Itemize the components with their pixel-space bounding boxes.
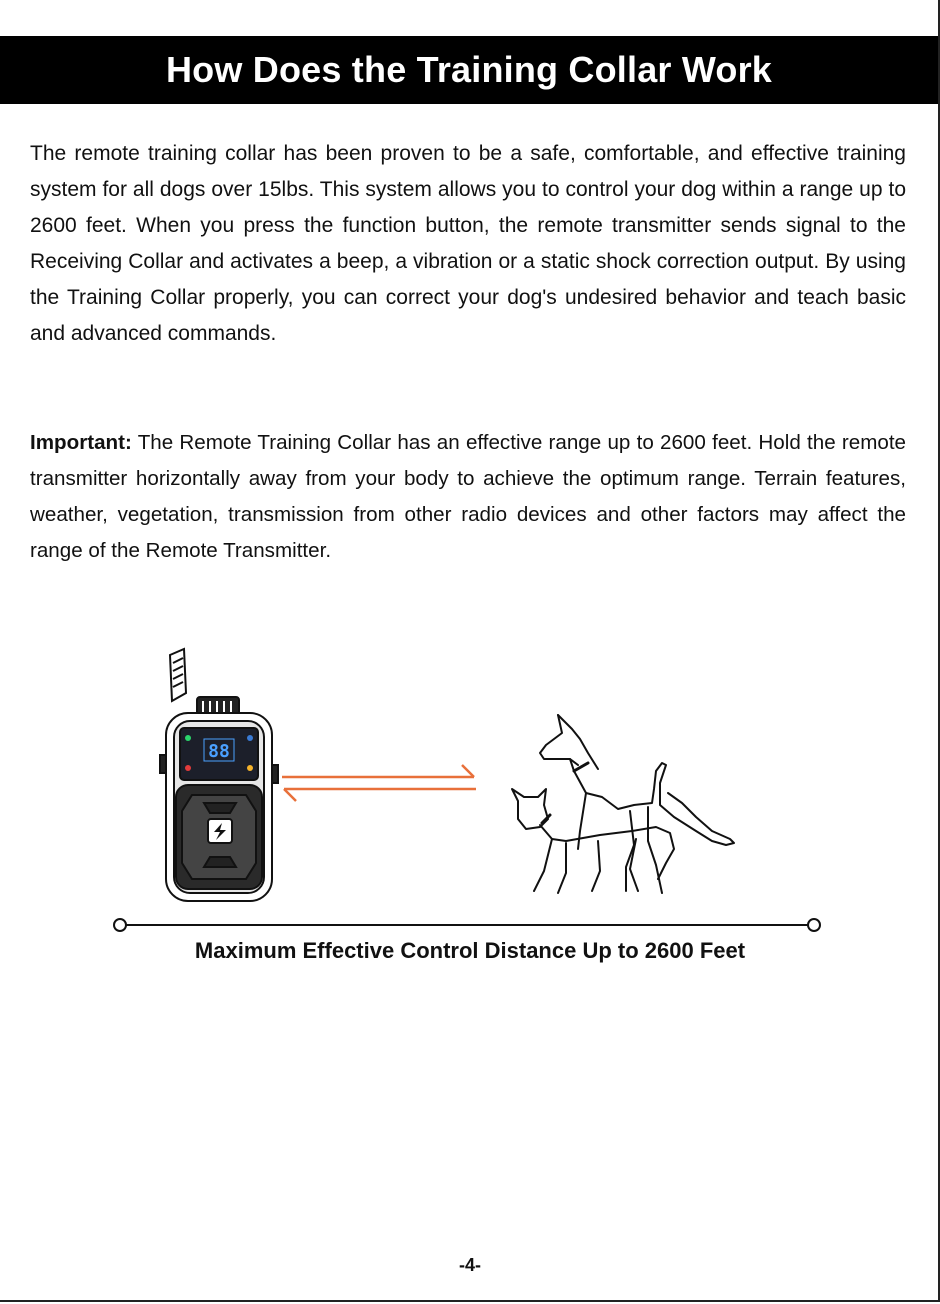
- page-title: How Does the Training Collar Work: [165, 49, 772, 90]
- cat-icon: [512, 789, 674, 893]
- remote-transmitter-icon: [160, 649, 278, 901]
- intro-paragraph: The remote training collar has been proven to be a safe, comfortable, and effective training system for all dogs over 15lbs. This system allows you to control your dog within a range up to 2600 feet. When you press the function button, the remote transmitter sends signal to the Receiving Collar and activates a beep, a vibration or a static shock correction output. By using the Training Collar properly, you can correct your dog's undesired behavior and teach basic and advanced commands.: [30, 142, 906, 345]
- distance-line: [114, 919, 820, 931]
- distance-caption: Maximum Effective Control Distance Up to 2600 Feet: [194, 938, 746, 963]
- important-text: The Remote Training Collar has an effective range up to 2600 feet. Hold the remote transmitter horizontally away from your body to achieve the optimum range. Terrain features, weather, vegetation, transmission from other radio devices and other factors may affect the range of the Remote Transmitter.: [30, 431, 906, 562]
- header-band: [0, 36, 938, 104]
- remote-display-text: 88: [208, 741, 230, 762]
- dog-icon: [540, 715, 734, 893]
- signal-arrows-icon: [282, 765, 476, 801]
- important-label: Important:: [30, 431, 132, 454]
- important-paragraph: [30, 425, 906, 569]
- range-illustration: [100, 635, 840, 945]
- page-number: -4-: [459, 1255, 481, 1275]
